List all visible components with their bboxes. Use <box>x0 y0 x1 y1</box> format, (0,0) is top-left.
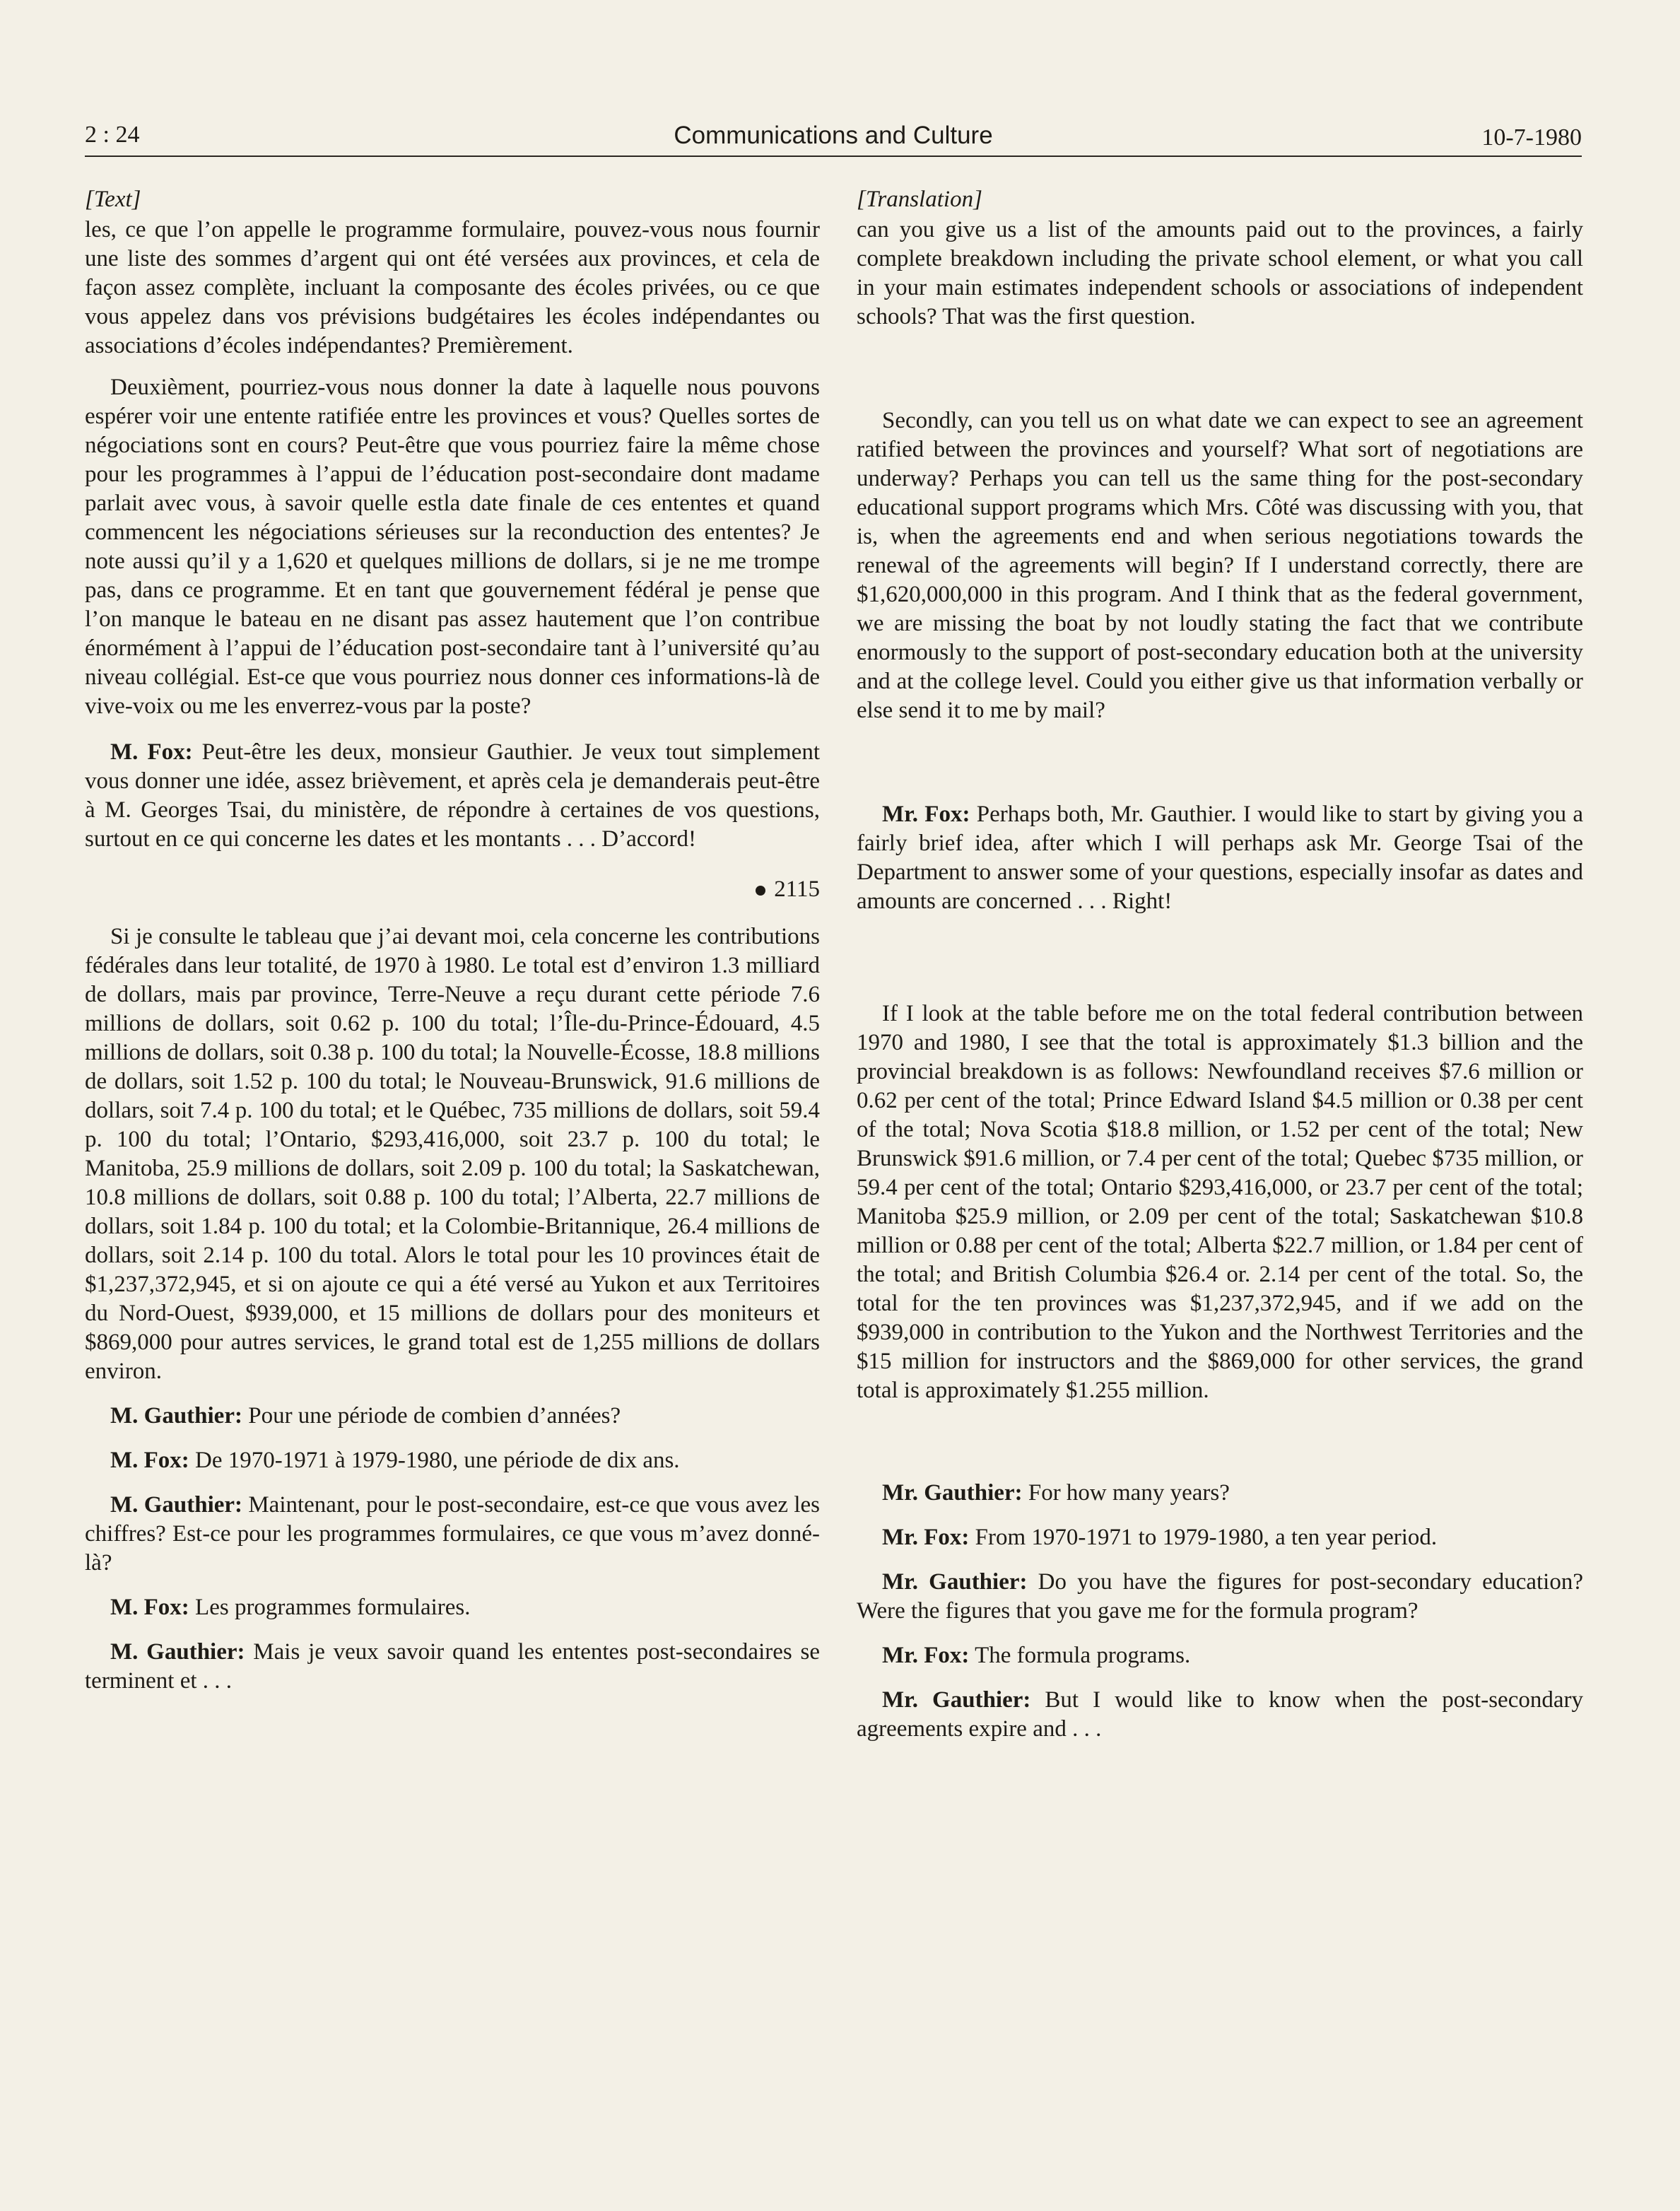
speech-text: De 1970-1971 à 1979-1980, une période de dix ans. <box>189 1448 680 1473</box>
paragraph <box>85 1491 820 1578</box>
page-header <box>85 120 1582 157</box>
paragraph <box>857 1479 1583 1508</box>
speech-text: From 1970-1971 to 1979-1980, a ten year period. <box>969 1525 1438 1550</box>
paragraph <box>85 1593 820 1622</box>
speech-text: Perhaps both, Mr. Gauthier. I would like to start by giving you a fairly brief idea, after which I will perhaps ask Mr. George Tsai of the Department to answer some of your questions, especially insofar as dates and amounts are concerned . . . Right! <box>857 802 1583 914</box>
speaker-name: Mr. Fox: <box>882 1643 970 1668</box>
paragraph: If I look at the table before me on the total federal contribution between 1970 and 1980, I see that the total is approximately $1.3 billion and the provincial breakdown is as follows: Newfoundland receives $7.6 million or 0.62 per cent of the total; Prince Edward Island $4.5 million or 0.38 per cent of the total; Nova Scotia $18.8 million, or 1.52 per cent of the total; New Brunswick $91.6 million, or 7.4 per cent of the total; Quebec $735 million, or 59.4 per cent of the total; Ontario $293,416,000, or 23.7 per cent of the total; Manitoba $25.9 million, or 2.09 per cent of the total; Saskatchewan $10.8 million or 0.88 per cent of the total; Alberta $22.7 million, or 1.84 per cent of the total; and British Columbia $26.4 or. 2.14 per cent of the total. So, the total for the ten provinces was $1,237,372,945, and if we add on the $939,000 in contribution to the Yukon and the Northwest Territories and the $15 million for instructors and the $869,000 for other services, the grand total is approximately $1.255 million. <box>857 1001 1583 1403</box>
text-tag: [Text] <box>85 187 141 212</box>
speech-text: Do you have the figures for post-secondary education? Were the figures that you gave me for the formula program? <box>857 1569 1583 1624</box>
paragraph <box>857 1686 1583 1744</box>
paragraph: Secondly, can you tell us on what date we can expect to see an agreement ratified between the provinces and yourself? What sort of negotiations are underway? Perhaps you can tell us the same thing for the post-secondary educational support programs which Mrs. Côté was discussing with you, that is, when the agreements end and when serious negotiations towards the renewal of the agreements will begin? If I understand correctly, there are $1,620,000,000 in this program. And I think that as the federal government, we are missing the boat by not loudly stating the fact that we contribute enormously to the support of post-secondary education both at the university and at the college level. Could you either give us that information verbally or else send it to me by mail? <box>857 408 1583 723</box>
speaker-name: Mr. Gauthier: <box>882 1569 1028 1595</box>
speech-text: Les programmes formulaires. <box>189 1595 471 1620</box>
speaker-name: M. Fox: <box>110 739 193 765</box>
speech-text: For how many years? <box>1022 1480 1230 1506</box>
paragraph <box>857 1568 1583 1626</box>
paragraph <box>85 1638 820 1696</box>
page-number: 2 : 24 <box>85 122 140 148</box>
paragraph <box>857 1641 1583 1670</box>
speech-text: Peut-être les deux, monsieur Gauthier. Je veux tout simplement vous donner une idée, assez brièvement, et après cela je demanderais peut-être à M. Georges Tsai, du ministère, de répondre à certaines de vos questions, surtout en ce qui concerne les dates et les montants . . . D’accord! <box>85 739 820 852</box>
paragraph <box>85 738 820 854</box>
bullet-icon <box>756 886 765 896</box>
paragraph <box>85 1402 820 1431</box>
english-column <box>857 185 1583 1744</box>
speaker-name: Mr. Gauthier: <box>882 1480 1023 1506</box>
marker-text: 2115 <box>774 876 820 902</box>
speech-text: Maintenant, pour le post-secondaire, est-ce que vous avez les chiffres? Est-ce pour les programmes formulaires, ce que vous m’avez donné-là? <box>85 1492 820 1576</box>
speech-text: The formula programs. <box>969 1643 1191 1668</box>
speaker-name: M. Gauthier: <box>110 1403 242 1429</box>
speech-text: Pour une période de combien d’années? <box>242 1403 621 1429</box>
speaker-name: Mr. Gauthier: <box>882 1687 1031 1713</box>
speaker-name: M. Fox: <box>110 1448 189 1473</box>
french-column <box>85 185 820 1696</box>
page-title: Communications and Culture <box>674 122 993 149</box>
paragraph <box>857 1523 1583 1552</box>
paragraph <box>85 1446 820 1475</box>
speaker-name: Mr. Fox: <box>882 802 970 827</box>
translation-tag: [Translation] <box>857 187 982 212</box>
paragraph: can you give us a list of the amounts paid out to the provinces, a fairly complete breakdown including the private school element, or what you call in your main estimates independent schools or associations of independent schools? That was the first question. <box>857 217 1583 329</box>
speech-text: But I would like to know when the post-secondary agreements expire and . . . <box>857 1687 1583 1742</box>
paragraph <box>857 800 1583 916</box>
page-date: 10-7-1980 <box>1481 124 1582 151</box>
paragraph: Deuxièment, pourriez-vous nous donner la date à laquelle nous pouvons espérer voir une entente ratifiée entre les provinces et vous? Quelles sortes de négociations sont en cours? Peut-être que vous pourriez faire la même chose pour les programmes à l’appui de l’éducation post-secondaire dont madame parlait avec vous, à savoir quelle estla date finale de ces ententes et quand commencent les négociations sérieuses sur la reconduction des ententes? Je note aussi qu’il y a 1,620 et quelques millions de dollars, si je ne me trompe pas, dans ce programme. Et en tant que gouvernement fédéral je pense que l’on manque le bateau en ne disant pas assez hautement que l’on contribue énormément à l’appui de l’éducation post-secondaire tant à l’université qu’au niveau collégial. Est-ce que vous pourriez nous donner ces informations-là de vive-voix ou me les enverrez-vous par la poste? <box>85 375 820 719</box>
speaker-name: M. Gauthier: <box>110 1492 243 1518</box>
time-marker <box>85 875 820 904</box>
speaker-name: Mr. Fox: <box>882 1525 970 1550</box>
paragraph: Si je consulte le tableau que j’ai devant moi, cela concerne les contributions fédérales dans leur totalité, de 1970 à 1980. Le total est d’environ 1.3 milliard de dollars, mais par province, Terre-Neuve a reçu durant cette période 7.6 millions de dollars, soit 0.62 p. 100 du total; l’Île-du-Prince-Édouard, 4.5 millions de dollars, soit 0.38 p. 100 du total; la Nouvelle-Écosse, 18.8 millions de dollars, soit 1.52 p. 100 du total; le Nouveau-Brunswick, 91.6 millions de dollars, soit 7.4 p. 100 du total; et le Québec, 735 millions de dollars, soit 59.4 p. 100 du total; l’Ontario, $293,416,000, soit 23.7 p. 100 du total; le Manitoba, 25.9 millions de dollars, soit 2.09 p. 100 du total; la Saskatchewan, 10.8 millions de dollars, soit 0.88 p. 100 du total; l’Alberta, 22.7 millions de dollars, soit 1.84 p. 100 du total; et la Colombie-Britannique, 26.4 millions de dollars, soit 2.14 p. 100 du total. Alors le total pour les 10 provinces était de $1,237,372,945, et si on ajoute ce qui a été versé au Yukon et aux Territoires du Nord-Ouest, $939,000, et 15 millions de dollars pour des moniteurs et $869,000 pour autres services, le grand total est de 1,255 millions de dollars environ. <box>85 924 820 1384</box>
speaker-name: M. Gauthier: <box>110 1639 245 1665</box>
paragraph: les, ce que l’on appelle le programme formulaire, pouvez-vous nous fournir une liste des sommes d’argent qui ont été versées aux provinces, et cela de façon assez complète, incluant la composante des écoles privées, ou ce que vous appelez dans vos prévisions budgétaires les écoles indépendantes ou associations d’écoles indépendantes? Premièrement. <box>85 217 820 358</box>
speaker-name: M. Fox: <box>110 1595 189 1620</box>
speech-text: Mais je veux savoir quand les ententes post-secondaires se terminent et . . . <box>85 1639 820 1694</box>
